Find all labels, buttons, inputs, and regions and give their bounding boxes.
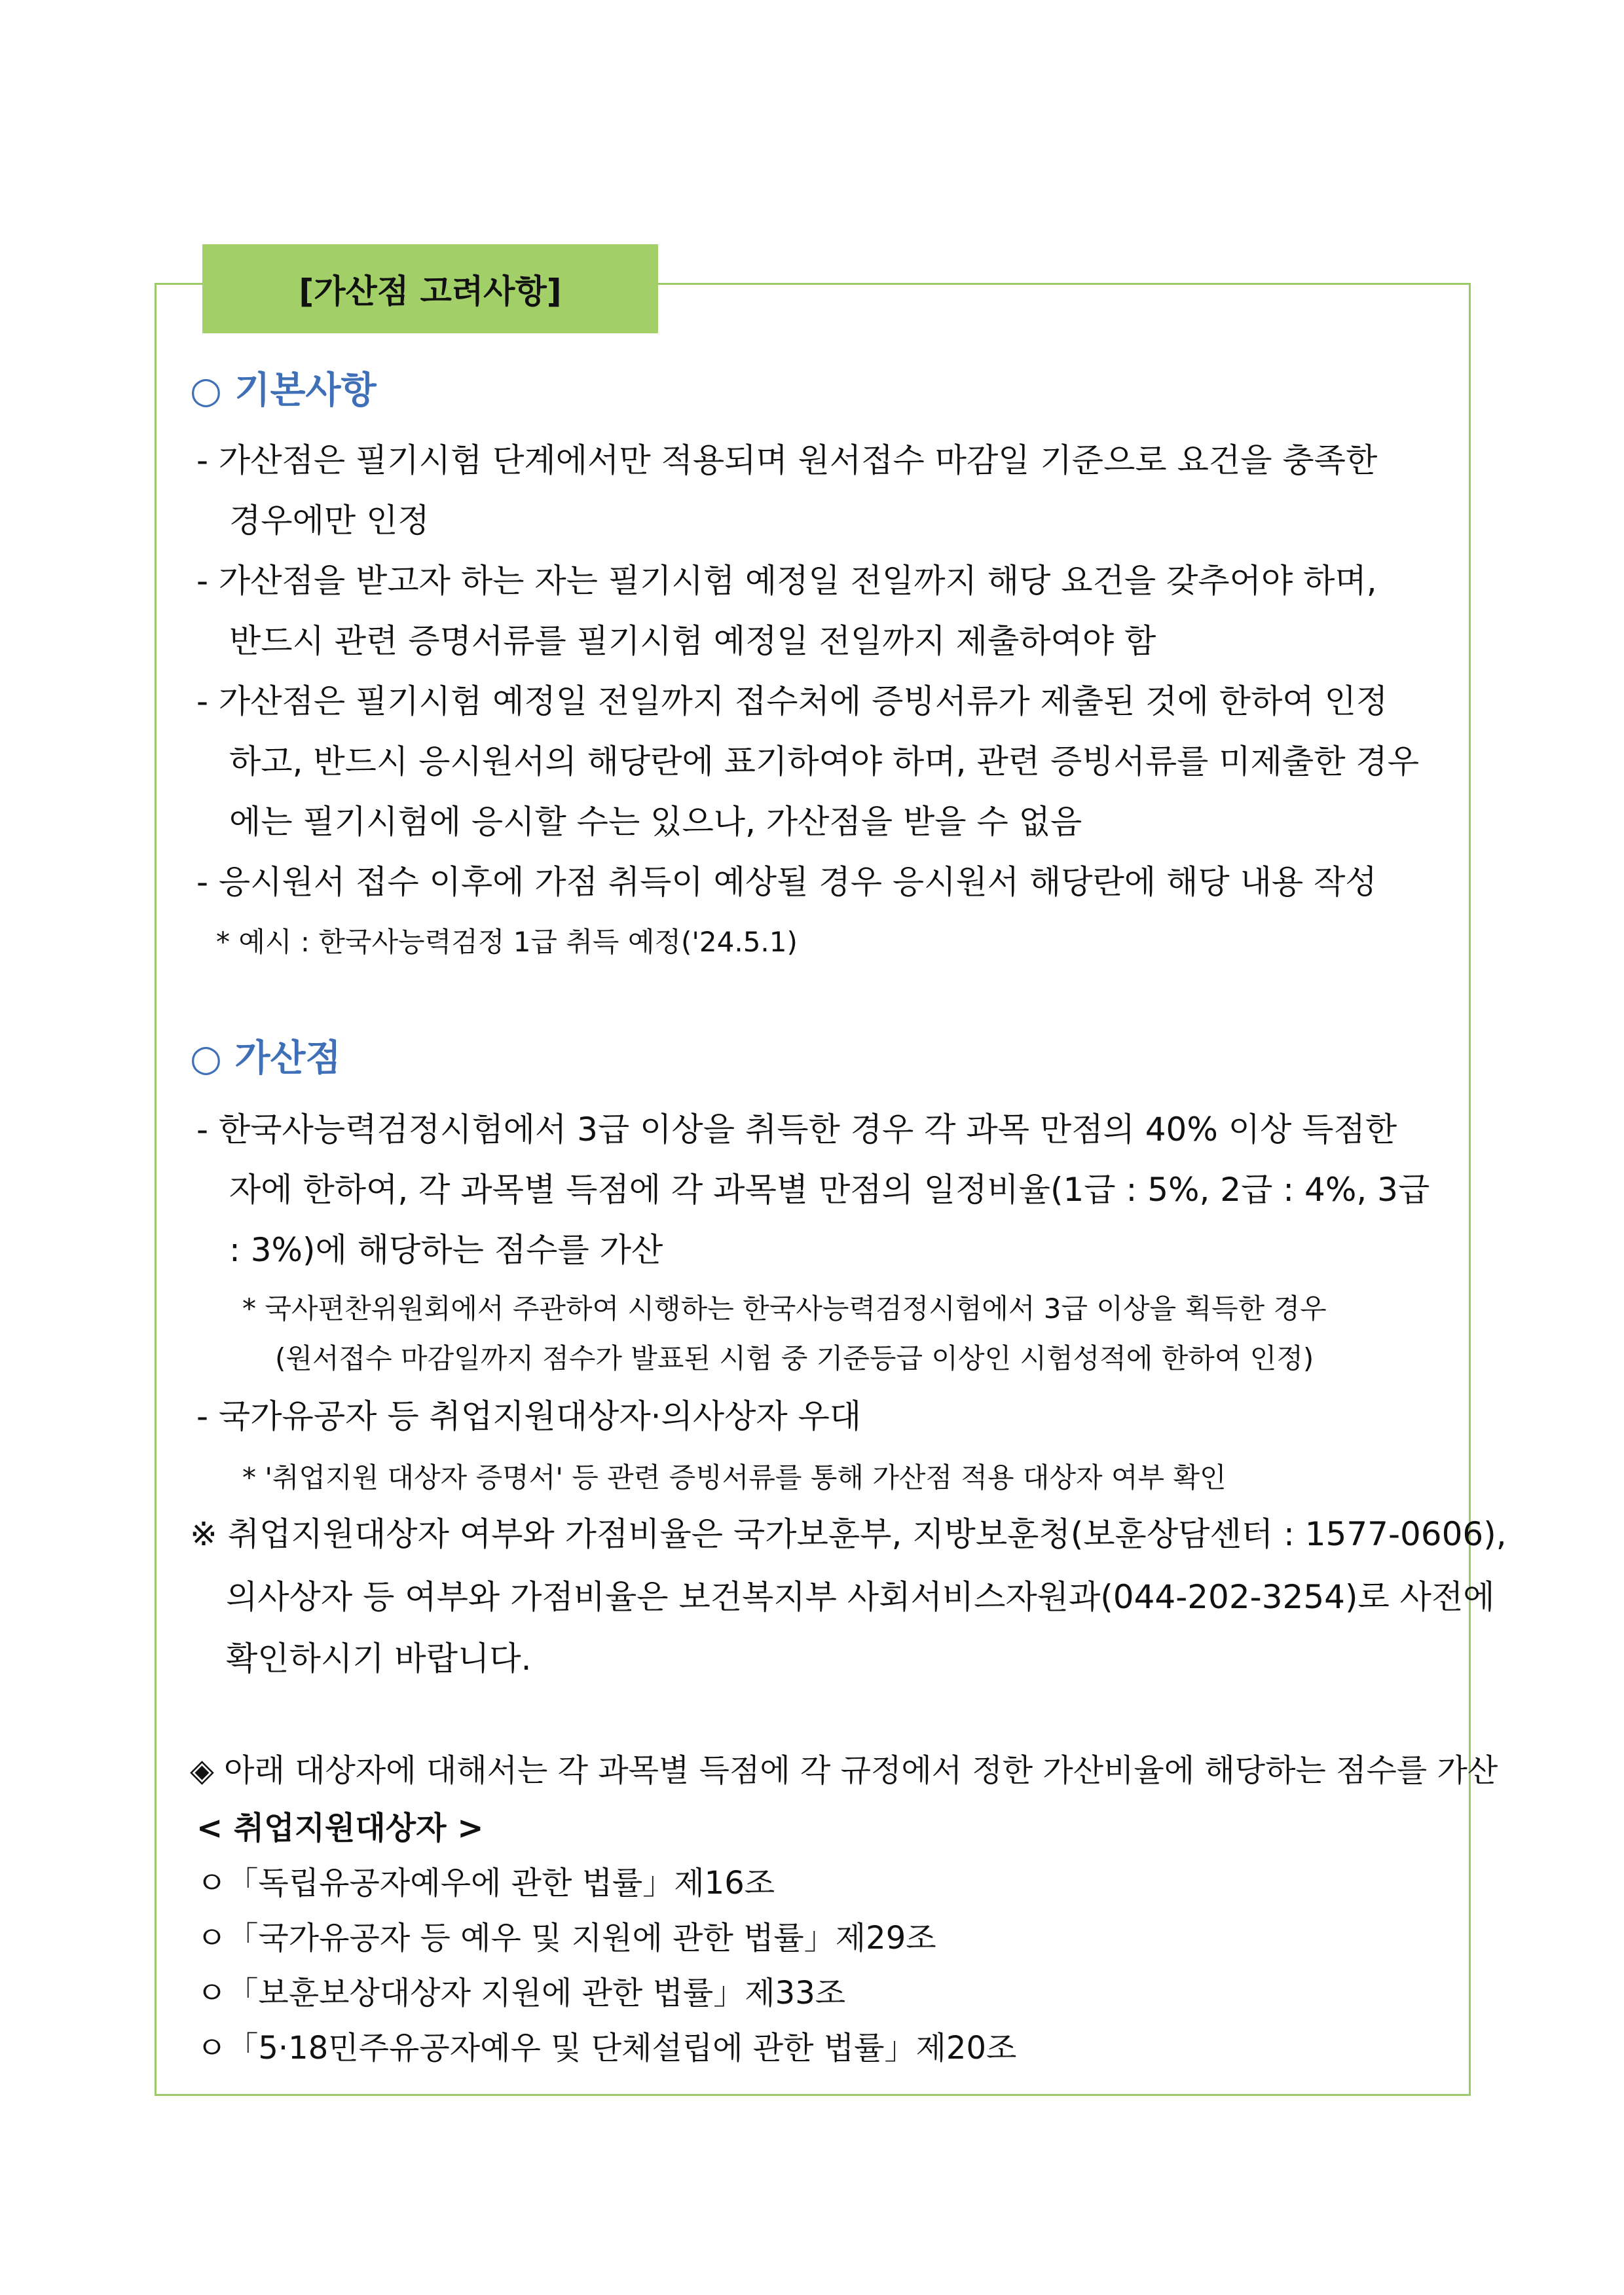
text-line: - 가산점은 필기시험 예정일 전일까지 접수처에 증빙서류가 제출된 것에 한하여 인정 [196,682,1388,720]
section-heading-basic: ○ 기본사항 [190,369,377,412]
text-line: 자에 한하여, 각 과목별 득점에 각 과목별 만점의 일정비율(1급 : 5%, 2급 : 4%, 3급 [229,1171,1430,1209]
target-intro: ◈ 아래 대상자에 대해서는 각 과목별 득점에 각 규정에서 정한 가산비율에 해당하는 점수를 가산 [190,1752,1498,1789]
box-title: [가산점 고려사항] [202,244,658,333]
footnote: * 국사편찬위원회에서 주관하여 시행하는 한국사능력검정시험에서 3급 이상을 획득한 경우 [242,1293,1327,1325]
text-line: - 한국사능력검정시험에서 3급 이상을 취득한 경우 각 과목 만점의 40% 이상 득점한 [196,1111,1397,1148]
text-line: - 국가유공자 등 취업지원대상자·의사상자 우대 [196,1397,862,1435]
law-item: ㅇ「5·18민주유공자예우 및 단체설립에 관한 법률」제20조 [196,2030,1017,2066]
footnote: (원서접수 마감일까지 점수가 발표된 시험 중 기준등급 이상인 시험성적에 한하여 인정) [275,1342,1314,1374]
text-line: 반드시 관련 증명서류를 필기시험 예정일 전일까지 제출하여야 함 [229,622,1156,660]
remark-line: 확인하시기 바랍니다. [226,1640,532,1678]
example-note: * 예시 : 한국사능력검정 1급 취득 예정('24.5.1) [216,926,798,958]
text-line: - 가산점을 받고자 하는 자는 필기시험 예정일 전일까지 해당 요건을 갖추어야 하며, [196,562,1377,600]
text-line: 하고, 반드시 응시원서의 해당란에 표기하여야 하며, 관련 증빙서류를 미제출한 경우 [229,743,1420,780]
law-item: ㅇ「국가유공자 등 예우 및 지원에 관한 법률」제29조 [196,1920,936,1956]
remark-line: ※ 취업지원대상자 여부와 가점비율은 국가보훈부, 지방보훈청(보훈상담센터 : 1577-0606), [190,1515,1507,1553]
footnote: * '취업지원 대상자 증명서' 등 관련 증빙서류를 통해 가산점 적용 대상자 여부 확인 [242,1461,1227,1494]
target-subtitle: < 취업지원대상자 > [196,1810,484,1846]
remark-line: 의사상자 등 여부와 가점비율은 보건복지부 사회서비스자원과(044-202-3254)로 사전에 [226,1578,1495,1616]
text-line: 에는 필기시험에 응시할 수는 있으나, 가산점을 받을 수 없음 [229,803,1082,841]
text-line: - 응시원서 접수 이후에 가점 취득이 예상될 경우 응시원서 해당란에 해당 내용 작성 [196,863,1377,901]
law-item: ㅇ「독립유공자예우에 관한 법률」제16조 [196,1865,775,1901]
section-heading-bonus: ○ 가산점 [190,1037,341,1080]
law-item: ㅇ「보훈보상대상자 지원에 관한 법률」제33조 [196,1975,846,2011]
text-line: 경우에만 인정 [229,502,430,540]
text-line: : 3%)에 해당하는 점수를 가산 [229,1231,663,1269]
text-line: - 가산점은 필기시험 단계에서만 적용되며 원서접수 마감일 기준으로 요건을 충족한 [196,441,1378,479]
